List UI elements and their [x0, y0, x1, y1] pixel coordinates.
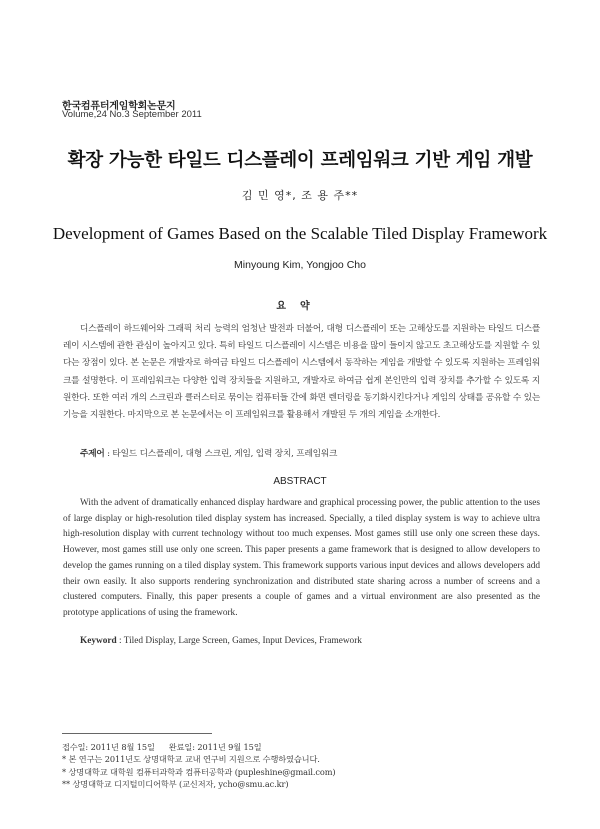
title-korean: 확장 가능한 타일드 디스플레이 프레임워크 기반 게임 개발: [67, 150, 533, 171]
journal-volume: Volume,24 No.3 September 2011: [62, 109, 202, 120]
authors-english: Minyoung Kim, Yongjoo Cho: [234, 259, 366, 271]
abstract-english-heading: ABSTRACT: [273, 476, 327, 487]
authors-korean: 김 민 영*, 조 용 주**: [241, 189, 359, 202]
abstract-korean-heading: 요약: [276, 301, 324, 312]
footnote-funding: * 본 연구는 2011년도 상명대학교 교내 연구비 지원으로 수행하였습니다.: [62, 754, 320, 765]
footnote-dates: [62, 741, 542, 753]
received-date: 접수일: 2011년 8월 15일: [62, 742, 155, 752]
abstract-english-body: With the advent of dramatically enhanced display hardware and graphical processing power, the public attention to the uses of large display or high-resolution tiled display system has increased. Specially, a tiled display system is way to achieve ultra high-resolution display with current technology without too much expenses. Most games still use only one screen these days. However, most games still use only one screen. This paper presents a game framework that is designed to allow developers to develop the games running on a tiled display system. This framework supports various input devices and allows developers add their own easily. It also supports rendering synchronization and distributed state sharing across a number of screens and a clustered computers. Finally, this paper presents a couple of games and a virtual environment are also presented as the prototype applications of using the framework.: [63, 498, 540, 618]
keywords-korean-label: 주제어: [80, 449, 105, 459]
keywords-english-label: Keyword: [80, 636, 117, 646]
accepted-date: 완료일: 2011년 9월 15일: [168, 742, 262, 752]
keywords-korean: [80, 447, 540, 459]
abstract-korean-body: 디스플레이 하드웨어와 그래픽 처리 능력의 엄청난 발전과 더불어, 대형 디스플레이 또는 고해상도를 지원하는 타일드 디스플레이 시스템에 관한 관심이 높아지고 있다. 특히 타일드 디스플레이 시스템은 비용을 많이 들이지 않고도 초고해상도를 지원할 수 있다는 장점이 있다. 본 논문은 개발자로 하여금 타일드 디스플레이 시스템에서 동작하는 게임을 개발할 수 있도록 지원하는 프레임워크를 설명한다. 이 프레임워크는 다양한 입력 장치들을 지원하고, 개발자로 하여금 쉽게 본인만의 입력 장치를 추가할 수 있도록 지원한다. 또한 여러 개의 스크린과 클러스터로 묶이는 컴퓨터들 간에 화면 렌더링을 동기화시킨다거나 게임의 상태를 공유할 수 있는 기능을 지원한다. 마지막으로 본 논문에서는 이 프레임워크를 활용해서 개발된 두 개의 게임을 소개한다.: [63, 324, 540, 421]
title-english: Development of Games Based on the Scalable Tiled Display Framework: [52, 224, 548, 243]
footnotes: [62, 741, 542, 790]
keywords-english-list: : Tiled Display, Large Screen, Games, Input Devices, Framework: [116, 636, 362, 646]
footnote-author2: ** 상명대학교 디지털미디어학부 (교신저자, ycho@smu.ac.kr): [62, 778, 289, 789]
journal-name: 한국컴퓨터게임학회논문지: [62, 101, 176, 112]
footnote-divider: [62, 733, 212, 734]
keywords-english: [80, 636, 540, 646]
keywords-korean-list: : 타일드 디스플레이, 대형 스크린, 게임, 입력 장치, 프레임워크: [104, 449, 338, 459]
footnote-author1: * 상명대학교 대학원 컴퓨터과학과 컴퓨터공학과 (pupleshine@gmail.com): [62, 766, 336, 777]
